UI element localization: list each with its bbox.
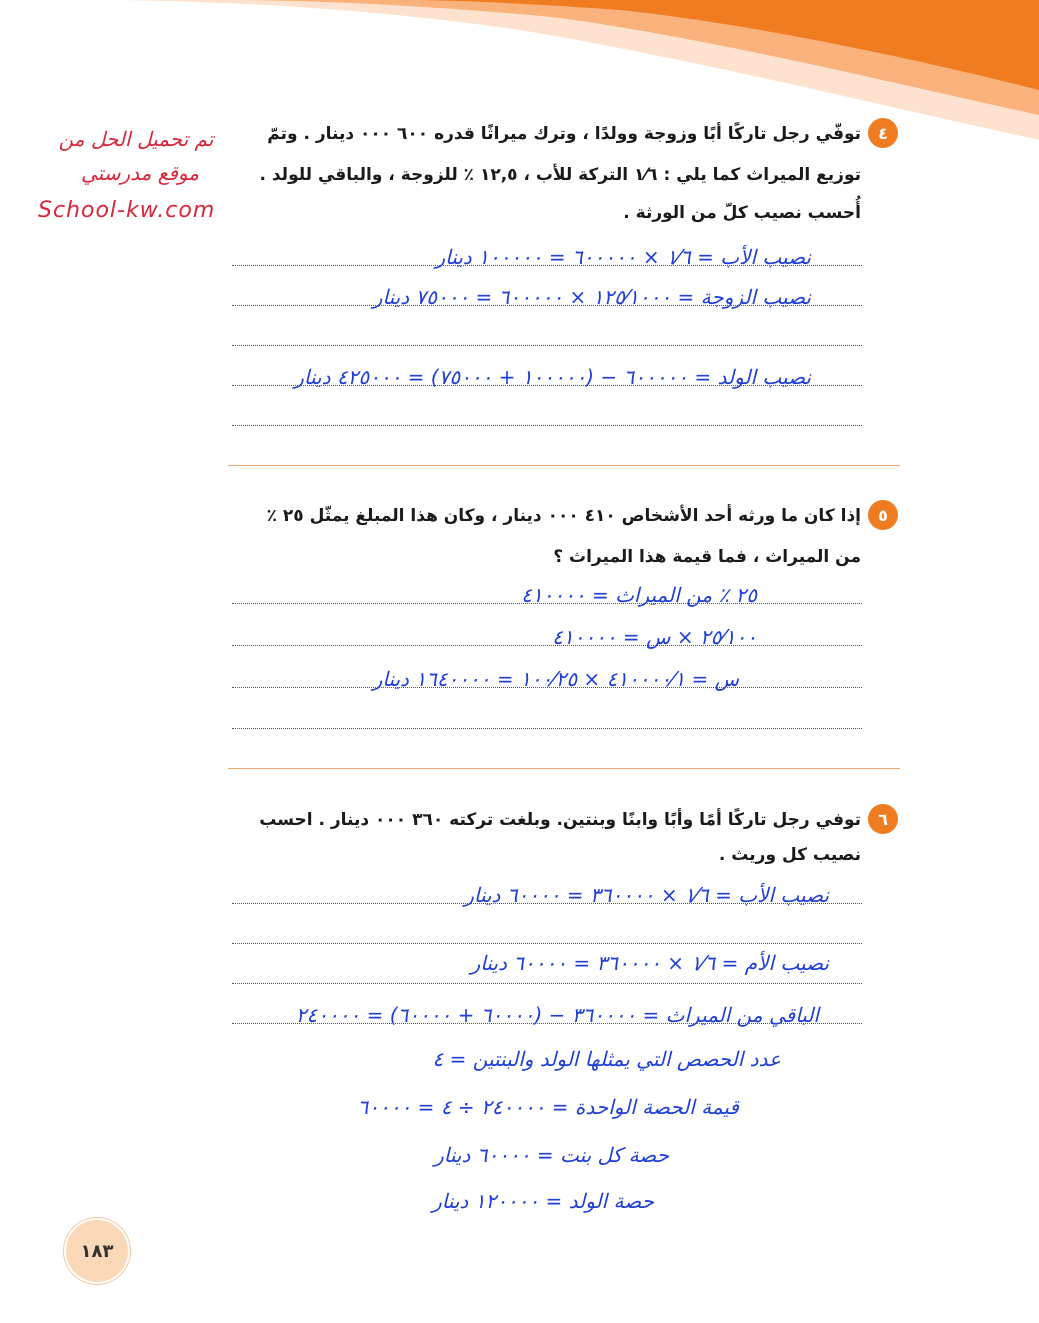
watermark-line-1: تم تحميل الحل من xyxy=(58,127,214,151)
section-divider xyxy=(228,768,900,769)
question-4-badge: ٤ xyxy=(868,118,898,148)
answer-6-2: نصيب الأم = ١⁄٦ × ٣٦٠٠٠٠ = ٦٠٠٠٠ دينار xyxy=(470,951,829,975)
answer-line xyxy=(232,305,862,306)
answer-line xyxy=(232,983,862,984)
question-5-badge: ٥ xyxy=(868,500,898,530)
answer-4-3: نصيب الولد = ٦٠٠٠٠٠ − (١٠٠٠٠٠ + ٧٥٠٠٠) = ٤٢٥٠٠٠ دينار xyxy=(294,365,811,389)
answer-5-2: ٢٥⁄١٠٠ × س = ٤١٠٠٠٠ xyxy=(552,625,757,649)
answer-line xyxy=(232,425,862,426)
answer-4-2: نصيب الزوجة = ١٢٥⁄١٠٠٠ × ٦٠٠٠٠٠ = ٧٥٠٠٠ دينار xyxy=(372,285,811,309)
answer-6-1: نصيب الأب = ١⁄٦ × ٣٦٠٠٠٠ = ٦٠٠٠٠ دينار xyxy=(464,883,829,907)
question-4-line-3: أُحسب نصيب كلّ من الورثة . xyxy=(623,203,861,223)
answer-6-5: قيمة الحصة الواحدة = ٢٤٠٠٠٠ ÷ ٤ = ٦٠٠٠٠ xyxy=(357,1095,739,1119)
answer-4-1: نصيب الأب = ١⁄٦ × ٦٠٠٠٠٠ = ١٠٠٠٠٠ دينار xyxy=(435,245,811,269)
answer-line xyxy=(232,1023,862,1024)
answer-line xyxy=(232,943,862,944)
watermark-line-3: School-kw.com xyxy=(38,198,216,223)
answer-line xyxy=(232,728,862,729)
answer-6-6: حصة كل بنت = ٦٠٠٠٠ دينار xyxy=(434,1143,669,1167)
question-6-badge: ٦ xyxy=(868,804,898,834)
question-4-line-2: توزيع الميراث كما يلي : ١⁄٦ التركة للأب ، ١٢,٥ ٪ للزوجة ، والباقي للولد . xyxy=(259,165,861,185)
watermark-line-2: موقع مدرستي xyxy=(81,161,199,185)
page-number: ١٨٣ xyxy=(64,1218,130,1284)
answer-6-4: عدد الحصص التي يمثلها الولد والبنتين = ٤ xyxy=(432,1047,781,1071)
answer-line xyxy=(232,603,862,604)
answer-line xyxy=(232,385,862,386)
answer-line xyxy=(232,687,862,688)
question-6-line-2: نصيب كل وريث . xyxy=(718,845,861,865)
question-5-line-2: من الميراث ، فما قيمة هذا الميراث ؟ xyxy=(553,547,861,567)
answer-line xyxy=(232,903,862,904)
answer-line xyxy=(232,265,862,266)
answer-line xyxy=(232,345,862,346)
section-divider xyxy=(228,465,900,466)
answer-6-7: حصة الولد = ١٢٠٠٠٠ دينار xyxy=(432,1189,654,1213)
answer-5-3: س = ٤١٠٠٠٠⁄١ × ١٠٠⁄٢٥ = ١٦٤٠٠٠٠ دينار xyxy=(372,667,739,691)
answer-line xyxy=(232,645,862,646)
answer-5-1: ٢٥ ٪ من الميراث = ٤١٠٠٠٠ xyxy=(521,583,757,607)
question-4-line-1: توفّي رجل تاركًا أبًا وزوجة وولدًا ، وترك ميراثًا قدره ٦٠٠ ٠٠٠ دينار . وتمّ xyxy=(267,124,861,144)
question-6-line-1: توفي رجل تاركًا أمًا وأبًا وابنًا وبنتين. وبلغت تركته ٣٦٠ ٠٠٠ دينار . احسب xyxy=(259,810,861,830)
question-5-line-1: إذا كان ما ورثه أحد الأشخاص ٤١٠ ٠٠٠ دينار ، وكان هذا المبلغ يمثّل ٢٥ ٪ xyxy=(266,506,861,526)
answer-6-3: الباقي من الميراث = ٣٦٠٠٠٠ − (٦٠٠٠٠ + ٦٠٠٠٠) = ٢٤٠٠٠٠ xyxy=(295,1003,819,1027)
